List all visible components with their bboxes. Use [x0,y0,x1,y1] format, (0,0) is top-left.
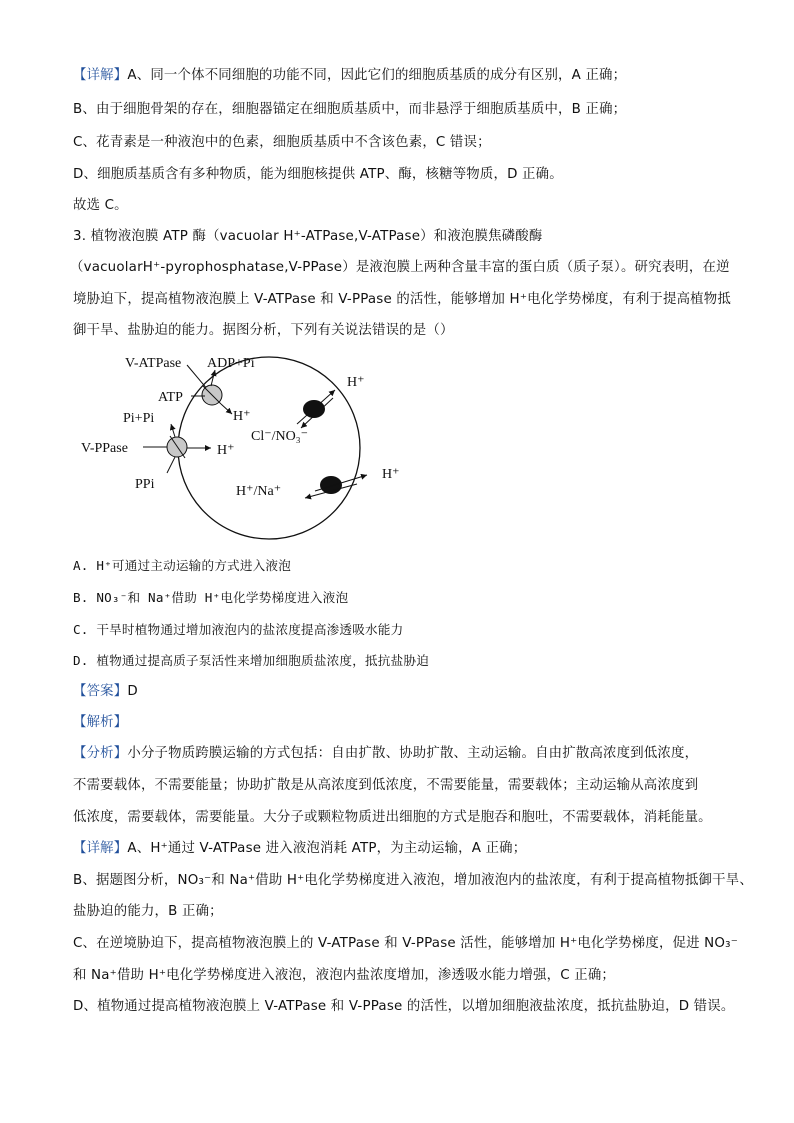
detail-2-line-b-cont: 盐胁迫的能力，B 正确； [73,904,223,919]
answer-line [73,682,138,702]
label-ppi: PPi [135,477,155,492]
label-h-plus-2: H⁺ [217,443,235,458]
detail-2-line-a: 【详解】A、H⁺通过 V-ATPase 进入液泡消耗 ATP，为主动运输，A 正确； [73,841,527,856]
detail-1-conclusion: 故选 C。 [73,198,128,213]
analysis-title: 【解析】 [73,715,128,730]
analysis-line-3: 低浓度，需要载体，需要能量。大分子或颗粒物质进出细胞的方式是胞吞和胞吐，不需要载体，消耗能量。 [73,810,712,825]
detail-2-line-c-cont: 和 Na⁺借助 H⁺电化学势梯度进入液泡，液泡内盐浓度增加，渗透吸水能力增强，C 正确； [73,968,616,983]
detail-1-line-a: 【详解】A、同一个体不同细胞的功能不同，因此它们的细胞质基质的成分有区别，A 正确； [73,68,627,83]
label-adp-pi: ADP+Pi [207,356,255,371]
detail-2-line-b: B、据题图分析，NO₃⁻和 Na⁺借助 H⁺电化学势梯度进入液泡，增加液泡内的盐浓度，有利于提高植物抵御干旱、 [73,873,753,888]
analysis-line-2: 不需要载体，不需要能量；协助扩散是从高浓度到低浓度，不需要能量，需要载体；主动运输从高浓度到 [73,778,699,793]
question-stem-line-1: 3. 植物液泡膜 ATP 酶（vacuolar H⁺-ATPase,V-ATPase）和液泡膜焦磷酸酶 [73,229,543,244]
detail-label: 【详解】 [73,68,128,83]
detail-2-line-c: C、在逆境胁迫下，提高植物液泡膜上的 V-ATPase 和 V-PPase 活性，能够增加 H⁺电化学势梯度，促进 NO₃⁻ [73,936,738,951]
label-h-plus-3: H⁺ [347,375,365,390]
answer-value: D [127,684,138,699]
option-a: A. H⁺可通过主动运输的方式进入液泡 [73,558,292,573]
detail-1-line-c: C、花青素是一种液泡中的色素，细胞质基质中不含该色素，C 错误； [73,135,491,150]
detail-2-label: 【详解】 [73,841,128,856]
label-v-atpase: V-ATPase [125,356,182,371]
label-v-ppase: V-PPase [81,441,128,456]
label-h-plus-1: H⁺ [233,409,251,424]
question-stem-line-3: 境胁迫下，提高植物液泡膜上 V-ATPase 和 V-PPase 的活性，能够增加 H⁺电化学势梯度，有利于提高植物抵 [73,292,731,307]
label-h-na: H⁺/Na⁺ [236,484,282,499]
option-c: C. 干旱时植物通过增加液泡内的盐浓度提高渗透吸水能力 [73,622,404,637]
detail-1-line-b: B、由于细胞骨架的存在，细胞器锚定在细胞质基质中，而非悬浮于细胞质基质中，B 正确； [73,102,627,117]
label-h-plus-4: H⁺ [382,467,400,482]
detail-2-line-d: D、植物通过提高植物液泡膜上 V-ATPase 和 V-PPase 的活性，以增加细胞液盐浓度，抵抗盐胁迫，D 错误。 [73,999,735,1014]
detail-1-line-d: D、细胞质基质含有多种物质，能为细胞核提供 ATP、酶，核糖等物质，D 正确。 [73,167,563,182]
label-pi-pi: Pi+Pi [123,411,155,426]
label-atp: ATP [158,390,183,405]
analysis-label: 【分析】 [73,746,128,761]
question-stem-line-2: （vacuolarH⁺-pyrophosphatase,V-PPase）是液泡膜上两种含量丰富的蛋白质（质子泵）。研究表明，在逆 [70,260,730,275]
option-b: B. NO₃⁻和 Na⁺借助 H⁺电化学势梯度进入液泡 [73,590,349,605]
label-cl-no3: Cl⁻/NO₃⁻ [251,429,308,444]
analysis-line-1: 【分析】小分子物质跨膜运输的方式包括：自由扩散、协助扩散、主动运输。自由扩散高浓度到低浓度， [73,746,699,761]
vacuole-diagram [75,348,435,548]
answer-label: 【答案】 [73,684,128,699]
option-d: D. 植物通过提高质子泵活性来增加细胞质盐浓度，抵抗盐胁迫 [73,653,429,668]
question-stem-line-4: 御干旱、盐胁迫的能力。据图分析，下列有关说法错误的是（） [73,323,454,338]
